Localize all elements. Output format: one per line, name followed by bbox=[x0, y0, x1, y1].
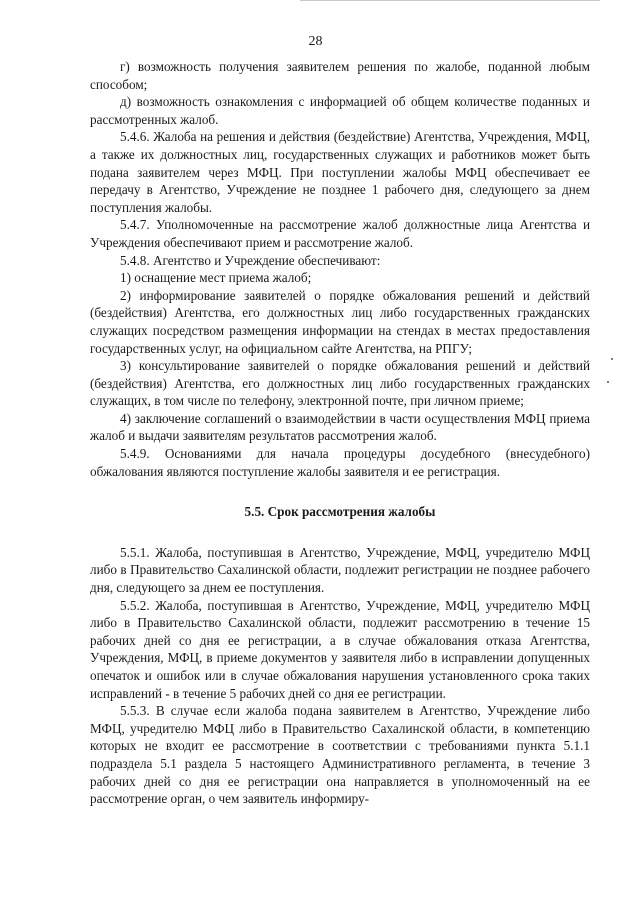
scan-speck bbox=[611, 358, 613, 360]
page-number: 28 bbox=[308, 34, 323, 49]
scan-edge-line bbox=[300, 0, 600, 1]
paragraph-5-4-8: 5.4.8. Агентство и Учреждение обеспечивают: bbox=[120, 252, 381, 268]
section-heading: 5.5. Срок рассмотрения жалобы bbox=[244, 504, 436, 520]
list-item-1: 1) оснащение мест приема жалоб; bbox=[120, 270, 312, 286]
paragraph-g: г) возможность получения заявителем решения по жалобе, поданной любым способом; bbox=[90, 59, 590, 92]
paragraph-5-5-3: 5.5.3. В случае если жалоба подана заявителем в Агентство, Учреждение либо МФЦ, учредителю МФЦ либо в Правительство Сахалинской области, в компетенцию которых не входит ее рассмотрение в соответствии с требованиями пункта 5.1.1 подраздела 5.1 раздела 5 настоящего Административного регламента, в течение 3 рабочих дней со дня ее регистрации она направляется в уполномоченный на ее рассмотрение орган, о чем заявитель информиру- bbox=[90, 703, 590, 807]
list-item-3: 3) консультирование заявителей о порядке обжалования решений и действий (бездействия) Агентства, его должностных лиц либо государственных гражданских служащих, в том числе по телефону, электронной почте, при личном приеме; bbox=[90, 358, 590, 409]
list-item-4: 4) заключение соглашений о взаимодействии в части осуществления МФЦ приема жалоб и выдачи заявителям результатов рассмотрения жалоб. bbox=[90, 410, 590, 444]
paragraph-5-4-9: 5.4.9. Основаниями для начала процедуры досудебного (внесудебного) обжалования являются поступление жалобы заявителя и ее регистрация. bbox=[90, 446, 590, 479]
paragraph-5-5-1: 5.5.1. Жалоба, поступившая в Агентство, Учреждение, МФЦ, учредителю МФЦ либо в Правительство Сахалинской области, подлежит регистрации не позднее рабочего дня, следующего за днем ее поступления. bbox=[90, 544, 590, 596]
paragraph-5-4-6: 5.4.6. Жалоба на решения и действия (бездействие) Агентства, Учреждения, МФЦ, а также их должностных лиц, государственных служащих и работников может быть подана заявителем через МФЦ. При поступлении жалобы МФЦ обеспечивает ее передачу в Агентство, Учреждение не позднее 1 рабочего дня, следующего за днем поступления жалобы. bbox=[90, 129, 590, 215]
paragraph-d: д) возможность ознакомления с информацией об общем количестве поданных и рассмотренных жалоб. bbox=[90, 94, 590, 127]
document-body bbox=[90, 58, 590, 808]
paragraph-5-4-7: 5.4.7. Уполномоченные на рассмотрение жалоб должностные лица Агентства и Учреждения обеспечивают прием и рассмотрение жалоб. bbox=[90, 217, 590, 250]
paragraph-5-5-2: 5.5.2. Жалоба, поступившая в Агентство, Учреждение, МФЦ, учредителю МФЦ либо в Правительство Сахалинской области, подлежит рассмотрению в течение 15 рабочих дней со дня ее регистрации, а в случае обжалования отказа Агентства, Учреждения, МФЦ, в приеме документов у заявителя либо в исправлении допущенных опечаток и ошибок или в случае обжалования нарушения установленного срока таких исправлений - в течение 5 рабочих дней со дня ее регистрации. bbox=[90, 597, 590, 701]
scan-speck bbox=[607, 381, 609, 383]
list-item-2: 2) информирование заявителей о порядке обжалования решений и действий (бездействия) Агентства, его должностных лиц либо государственных гражданских служащих посредством размещения информации на стендах в местах предоставления государственных услуг, на официальном сайте Агентства, на РПГУ; bbox=[90, 287, 590, 356]
